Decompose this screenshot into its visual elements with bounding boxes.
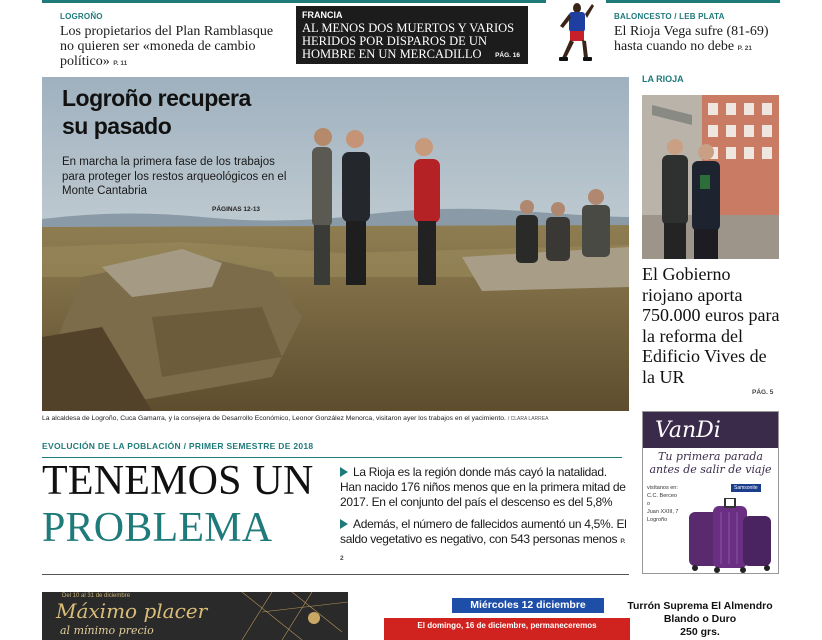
date-bar: Miércoles 12 diciembre bbox=[452, 598, 604, 613]
ad-subtitle: al mínimo precio bbox=[60, 624, 154, 637]
ad-slogan-1: Tu primera parada bbox=[657, 450, 763, 463]
page-ref: PÁG. 16 bbox=[495, 52, 520, 59]
tease-francia[interactable] bbox=[296, 6, 528, 64]
bullet-text: La Rioja es la región donde más cayó la natalidad. Han nacido 176 niños menos que en la primera mitad de 2017. En el conjunto del país el descenso es del 5,8% bbox=[340, 465, 626, 509]
vandi-ad[interactable] bbox=[642, 411, 779, 574]
store-notice[interactable]: El domingo, 16 de diciembre, permaneceremos bbox=[384, 618, 630, 640]
photo-credit: / CLARA LARREA bbox=[507, 416, 549, 422]
basketball-player-photo bbox=[546, 0, 606, 66]
tease-text: El Rioja Vega sufre (81-69) hasta cuando no debe bbox=[614, 24, 769, 54]
rioja-headline[interactable]: El Gobierno riojano aporta 750.000 euros para la reforma del Edificio Vives de la UR bbox=[642, 264, 780, 387]
suitcase-image bbox=[683, 498, 779, 574]
vandi-logo: VanDi bbox=[655, 418, 721, 443]
tease-kicker: LOGROÑO bbox=[60, 12, 103, 21]
lead-pages-ref: PÁGINAS 12-13 bbox=[212, 206, 261, 213]
lead-subhead: En marcha la primera fase de los trabajos para proteger los restos arqueológicos en el Monte Cantabria bbox=[62, 156, 287, 197]
population-headline-2[interactable]: PROBLEMA bbox=[42, 505, 273, 551]
caption-text: La alcaldesa de Logroño, Cuca Gamarra, y la consejera de Desarrollo Económico, Leonor González Menorca, visitaron ayer los trabajos en el yacimiento. bbox=[42, 415, 506, 422]
bullet-natalidad bbox=[340, 465, 628, 510]
section-divider bbox=[42, 574, 629, 575]
page-ref: P. 11 bbox=[113, 60, 128, 67]
tease-text: AL MENOS DOS MUERTOS Y VARIOS HERIDOS POR DISPAROS DE UN HOMBRE EN UN MERCADILLO bbox=[302, 21, 515, 61]
offer-line-3: 250 grs. bbox=[680, 626, 720, 638]
population-kicker: EVOLUCIÓN DE LA POBLACIÓN / PRIMER SEMESTRE DE 2018 bbox=[42, 441, 622, 458]
lead-headline[interactable]: Logroño recupera su pasado bbox=[62, 85, 251, 139]
section-kicker: LA RIOJA bbox=[642, 74, 684, 84]
ad-address-2: Juan XXIII, 7 bbox=[647, 509, 679, 515]
samsonite-logo: Samsonite bbox=[731, 484, 761, 492]
photo-caption bbox=[42, 415, 629, 422]
ad-title: Máximo placer bbox=[56, 599, 208, 623]
tease-text: Los propietarios del Plan Ramblasque no quieren ser «moneda de cambio político» bbox=[60, 24, 274, 69]
tease-kicker: BALONCESTO / LEB PLATA bbox=[614, 12, 725, 21]
bullet-triangle-icon bbox=[340, 519, 348, 529]
bullet-triangle-icon bbox=[340, 467, 348, 477]
page-ref: P. 21 bbox=[737, 45, 752, 52]
bullet-text: Además, el número de fallecidos aumentó un 4,5%. El saldo vegetativo es negativo, con 543 personas menos bbox=[340, 517, 627, 546]
tease-rioja-vega[interactable] bbox=[614, 12, 784, 56]
offer-line-1: Turrón Suprema El Almendro bbox=[627, 600, 773, 612]
ad-slogan-2: antes de salir de viaje bbox=[649, 463, 772, 476]
tease-kicker: FRANCIA bbox=[302, 10, 343, 20]
ad-visit: visítanos en: bbox=[647, 485, 678, 491]
offer-line-2: Blando o Duro bbox=[663, 613, 737, 625]
ad-city: Logroño bbox=[647, 517, 668, 523]
page-ref: P. 2 bbox=[340, 538, 626, 562]
ad-address-1: C.C. Berceo bbox=[647, 493, 677, 499]
population-headline-1[interactable]: TENEMOS UN bbox=[42, 458, 314, 504]
tease-plan-ramblas[interactable] bbox=[60, 12, 290, 71]
ad-address-or: o bbox=[647, 501, 651, 507]
turron-offer[interactable] bbox=[612, 600, 788, 639]
ad-dates: Del 10 al 31 de diciembre bbox=[62, 593, 131, 599]
bullet-fallecidos bbox=[340, 517, 628, 566]
rioja-photo[interactable] bbox=[642, 95, 779, 259]
page-ref: PÁG. 5 bbox=[752, 389, 774, 396]
